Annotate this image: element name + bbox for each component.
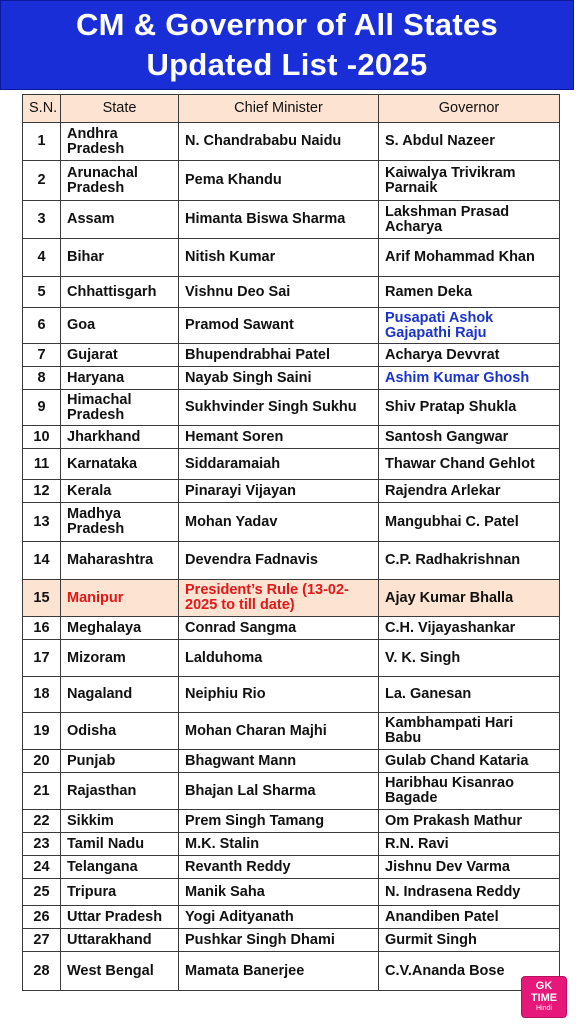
cell-chief-minister: Himanta Biswa Sharma <box>179 201 379 239</box>
cell-sn: 5 <box>23 277 61 308</box>
header-sn: S.N. <box>23 95 61 123</box>
cell-sn: 11 <box>23 449 61 480</box>
table-row <box>23 833 560 856</box>
cell-chief-minister: Nayab Singh Saini <box>179 367 379 390</box>
cell-chief-minister: Yogi Adityanath <box>179 906 379 929</box>
title-line-1: CM & Governor of All States <box>75 7 499 42</box>
header-state: State <box>61 95 179 123</box>
cell-chief-minister: Prem Singh Tamang <box>179 810 379 833</box>
title-banner <box>0 0 574 90</box>
cell-chief-minister: Vishnu Deo Sai <box>179 277 379 308</box>
cell-state: Manipur <box>61 580 179 617</box>
cell-chief-minister: Mamata Banerjee <box>179 952 379 991</box>
cell-sn: 20 <box>23 750 61 773</box>
cell-governor: Santosh Gangwar <box>379 426 560 449</box>
cell-governor: N. Indrasena Reddy <box>379 879 560 906</box>
cell-state: Maharashtra <box>61 542 179 580</box>
table-row <box>23 879 560 906</box>
cell-chief-minister: Neiphiu Rio <box>179 677 379 713</box>
cell-chief-minister: Pramod Sawant <box>179 308 379 344</box>
cell-governor: Ajay Kumar Bhalla <box>379 580 560 617</box>
cell-sn: 8 <box>23 367 61 390</box>
cell-governor: C.H. Vijayashankar <box>379 617 560 640</box>
table-row <box>23 810 560 833</box>
cell-state: Uttarakhand <box>61 929 179 952</box>
cell-sn: 12 <box>23 480 61 503</box>
cell-governor: Gulab Chand Kataria <box>379 750 560 773</box>
table-row <box>23 906 560 929</box>
cell-governor: Shiv Pratap Shukla <box>379 390 560 426</box>
cell-governor: C.V.Ananda Bose <box>379 952 560 991</box>
cell-chief-minister: Pushkar Singh Dhami <box>179 929 379 952</box>
logo-text-hindi: Hindi <box>536 1005 552 1012</box>
cell-chief-minister: Lalduhoma <box>179 640 379 677</box>
cell-governor: Gurmit Singh <box>379 929 560 952</box>
cell-state: Arunachal Pradesh <box>61 161 179 201</box>
cell-chief-minister: Revanth Reddy <box>179 856 379 879</box>
cell-governor: Ramen Deka <box>379 277 560 308</box>
cell-chief-minister: Hemant Soren <box>179 426 379 449</box>
cell-sn: 10 <box>23 426 61 449</box>
cell-state: Mizoram <box>61 640 179 677</box>
cell-governor: Pusapati Ashok Gajapathi Raju <box>379 308 560 344</box>
table-row <box>23 201 560 239</box>
cell-state: Gujarat <box>61 344 179 367</box>
cell-state: Jharkhand <box>61 426 179 449</box>
table-row <box>23 123 560 161</box>
cell-sn: 2 <box>23 161 61 201</box>
cell-chief-minister: Mohan Yadav <box>179 503 379 542</box>
gk-time-logo <box>521 976 567 1018</box>
cell-sn: 24 <box>23 856 61 879</box>
cell-chief-minister: Siddaramaiah <box>179 449 379 480</box>
table-row <box>23 773 560 810</box>
cell-state: Bihar <box>61 239 179 277</box>
cell-state: Karnataka <box>61 449 179 480</box>
cell-state: Nagaland <box>61 677 179 713</box>
table-row <box>23 580 560 617</box>
cell-chief-minister: Mohan Charan Majhi <box>179 713 379 750</box>
cell-chief-minister: President’s Rule (13-02-2025 to till date) <box>179 580 379 617</box>
table-row <box>23 308 560 344</box>
cell-sn: 13 <box>23 503 61 542</box>
cell-governor: Om Prakash Mathur <box>379 810 560 833</box>
cell-chief-minister: Sukhvinder Singh Sukhu <box>179 390 379 426</box>
cell-sn: 3 <box>23 201 61 239</box>
header-chief-minister: Chief Minister <box>179 95 379 123</box>
table-row <box>23 426 560 449</box>
cell-governor: V. K. Singh <box>379 640 560 677</box>
cell-governor: La. Ganesan <box>379 677 560 713</box>
cell-state: Madhya Pradesh <box>61 503 179 542</box>
cell-state: Meghalaya <box>61 617 179 640</box>
cell-governor: Jishnu Dev Varma <box>379 856 560 879</box>
cell-sn: 6 <box>23 308 61 344</box>
cell-state: Punjab <box>61 750 179 773</box>
table-row <box>23 239 560 277</box>
table-row <box>23 929 560 952</box>
table-row <box>23 677 560 713</box>
cell-chief-minister: Nitish Kumar <box>179 239 379 277</box>
cell-sn: 16 <box>23 617 61 640</box>
cell-governor: S. Abdul Nazeer <box>379 123 560 161</box>
logo-text-time: TIME <box>530 992 558 1004</box>
cell-sn: 25 <box>23 879 61 906</box>
cell-state: Telangana <box>61 856 179 879</box>
cell-chief-minister: Manik Saha <box>179 879 379 906</box>
cell-governor: Arif Mohammad Khan <box>379 239 560 277</box>
cell-chief-minister: Bhupendrabhai Patel <box>179 344 379 367</box>
cell-sn: 17 <box>23 640 61 677</box>
table-row <box>23 640 560 677</box>
cell-state: Tamil Nadu <box>61 833 179 856</box>
cell-state: Odisha <box>61 713 179 750</box>
cell-governor: Rajendra Arlekar <box>379 480 560 503</box>
cell-chief-minister: Pinarayi Vijayan <box>179 480 379 503</box>
table-body <box>23 123 560 991</box>
cell-governor: Lakshman Prasad Acharya <box>379 201 560 239</box>
cell-sn: 21 <box>23 773 61 810</box>
header-governor: Governor <box>379 95 560 123</box>
cell-state: Andhra Pradesh <box>61 123 179 161</box>
cell-chief-minister: Devendra Fadnavis <box>179 542 379 580</box>
cell-governor: Thawar Chand Gehlot <box>379 449 560 480</box>
table-row <box>23 161 560 201</box>
cell-state: Uttar Pradesh <box>61 906 179 929</box>
cell-state: Sikkim <box>61 810 179 833</box>
cell-state: Tripura <box>61 879 179 906</box>
cell-sn: 27 <box>23 929 61 952</box>
table-row <box>23 750 560 773</box>
cell-sn: 9 <box>23 390 61 426</box>
cell-state: Rajasthan <box>61 773 179 810</box>
cell-sn: 22 <box>23 810 61 833</box>
cell-sn: 18 <box>23 677 61 713</box>
cell-governor: Mangubhai C. Patel <box>379 503 560 542</box>
cell-chief-minister: Conrad Sangma <box>179 617 379 640</box>
cell-governor: Ashim Kumar Ghosh <box>379 367 560 390</box>
cell-sn: 28 <box>23 952 61 991</box>
cell-chief-minister: M.K. Stalin <box>179 833 379 856</box>
cell-governor: Anandiben Patel <box>379 906 560 929</box>
cell-sn: 14 <box>23 542 61 580</box>
table-row <box>23 449 560 480</box>
cell-sn: 23 <box>23 833 61 856</box>
table-row <box>23 856 560 879</box>
table-row <box>23 503 560 542</box>
cell-governor: Kambhampati Hari Babu <box>379 713 560 750</box>
cell-state: Chhattisgarh <box>61 277 179 308</box>
cell-chief-minister: Bhagwant Mann <box>179 750 379 773</box>
table-row <box>23 542 560 580</box>
cell-state: Assam <box>61 201 179 239</box>
table-row <box>23 952 560 991</box>
cell-sn: 15 <box>23 580 61 617</box>
cell-sn: 26 <box>23 906 61 929</box>
cell-sn: 7 <box>23 344 61 367</box>
title-line-2: Updated List -2025 <box>146 47 428 82</box>
table-header-row <box>23 95 560 123</box>
cell-state: Kerala <box>61 480 179 503</box>
cell-state: West Bengal <box>61 952 179 991</box>
cell-state: Himachal Pradesh <box>61 390 179 426</box>
table-row <box>23 277 560 308</box>
cm-governor-table <box>22 94 560 991</box>
table-row <box>23 480 560 503</box>
cell-chief-minister: Pema Khandu <box>179 161 379 201</box>
cell-governor: Haribhau Kisanrao Bagade <box>379 773 560 810</box>
cell-chief-minister: N. Chandrababu Naidu <box>179 123 379 161</box>
logo-text-gk: GK <box>535 980 553 992</box>
cell-sn: 19 <box>23 713 61 750</box>
cell-governor: Kaiwalya Trivikram Parnaik <box>379 161 560 201</box>
cell-chief-minister: Bhajan Lal Sharma <box>179 773 379 810</box>
cell-state: Haryana <box>61 367 179 390</box>
table-row <box>23 390 560 426</box>
cell-state: Goa <box>61 308 179 344</box>
cell-governor: Acharya Devvrat <box>379 344 560 367</box>
table-row <box>23 344 560 367</box>
cell-sn: 1 <box>23 123 61 161</box>
table-row <box>23 713 560 750</box>
table-row <box>23 617 560 640</box>
cell-sn: 4 <box>23 239 61 277</box>
cell-governor: C.P. Radhakrishnan <box>379 542 560 580</box>
table-row <box>23 367 560 390</box>
cell-governor: R.N. Ravi <box>379 833 560 856</box>
